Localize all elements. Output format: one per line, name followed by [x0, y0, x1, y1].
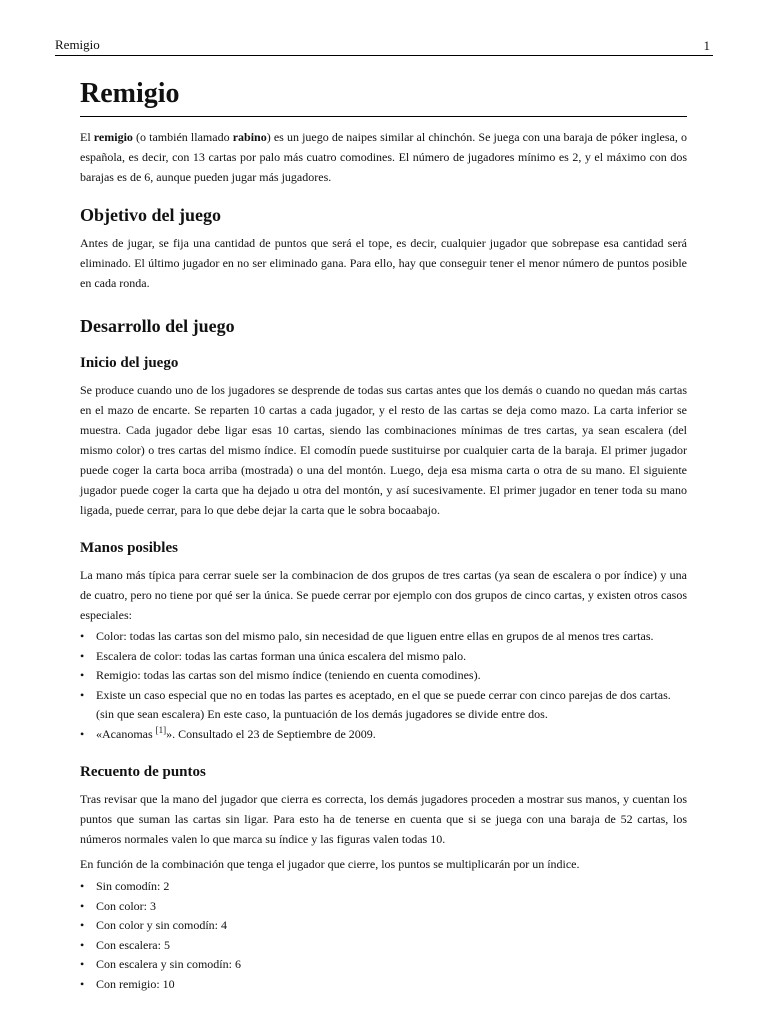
bullet-icon: • — [80, 629, 85, 643]
bullet-icon: • — [80, 937, 85, 952]
citation-reference-link[interactable]: [1] — [155, 724, 167, 735]
list-item-text: Color: todas las cartas son del mismo palo, sin necesidad de que liguen entre ellas en grupos de al menos tres cartas. — [96, 629, 654, 643]
running-title: Remigio — [55, 37, 100, 52]
inicio-paragraph: Se produce cuando uno de los jugadores se desprende de todas sus cartas antes que los demás o cuando no quedan más cartas en el mazo de encarte. Se reparten 10 cartas a cada jugador, y el resto de las cartas se deja como mazo. La carta inferior se muestra. Cada jugador debe ligar esas 10 cartas, siendo las combinaciones mínimas de tres cartas, ya sean escalera (del mismo color) o tres cartas del mismo índice. El comodín puede sustituirse por cualquier carta de la baraja. El primer jugador puede coger la carta boca arriba (mostrada) o una del montón. Luego, deja esa misma carta o otra de su mano. El siguiente jugador puede coger la carta que ha dejado u otra del montón, y así sucesivamente. El primer jugador en tener toda su mano ligada, puede cerrar, para lo que debe dejar la carta que le sobra bocaabajo. — [80, 383, 687, 517]
running-header — [55, 37, 713, 56]
recuento-paragraph-1: Tras revisar que la mano del jugador que cierra es correcta, los demás jugadores proceden a mostrar sus manos, y cuentan los puntos que suman las cartas sin ligar. Para esto ha de tenerse en cuenta que si se juega con una baraja de 52 cartas, los números normales valen lo que marca su índice y las figuras valen todas 10. — [80, 792, 687, 846]
bullet-icon: • — [80, 957, 85, 971]
intro-text-3: ) es un juego de naipes similar al chinchón. Se juega con una baraja de póker inglesa, o española, es decir, con 13 cartas por palo más cuatro comodines. El número de jugadores mínimo es 2, y el máximo con dos barajas es de 6, aunque pueden jugar más jugadores. — [80, 130, 687, 184]
recuento-paragraph-2: En función de la combinación que tenga el jugador que cierre, los puntos se multiplicarán por un índice. — [80, 857, 580, 871]
manos-list — [80, 627, 687, 744]
heading-desarrollo: Desarrollo del juego — [80, 316, 235, 336]
list-item — [80, 627, 687, 647]
heading-inicio: Inicio del juego — [80, 355, 179, 371]
list-item — [80, 975, 687, 995]
list-item-text: Remigio: todas las cartas son del mismo índice (teniendo en cuenta comodines). — [96, 668, 481, 682]
objetivo-paragraph: Antes de jugar, se fija una cantidad de puntos que será el tope, es decir, cualquier jugador que sobrepase esa cantidad será eliminado. El último jugador en no ser eliminado gana. Para ello, hay que conseguir tener el menor número de puntos posible en cada ronda. — [80, 236, 687, 290]
list-item-text: Con escalera: 5 — [96, 937, 170, 952]
bullet-icon: • — [80, 726, 85, 741]
bullet-icon: • — [80, 976, 85, 991]
bullet-icon: • — [80, 668, 85, 682]
list-item — [80, 877, 687, 897]
page-number: 1 — [703, 38, 710, 53]
bullet-icon: • — [80, 879, 85, 893]
heading-objetivo: Objetivo del juego — [80, 205, 221, 225]
list-item — [80, 936, 687, 956]
list-item — [80, 897, 687, 917]
recuento-list — [80, 877, 687, 994]
citation-text-after: ». Consultado el 23 de Septiembre de 2009. — [166, 726, 376, 741]
list-item-text: Sin comodín: 2 — [96, 879, 170, 893]
list-item — [80, 916, 687, 936]
list-item-text: Con color: 3 — [96, 898, 156, 913]
intro-bold-rabino: rabino — [232, 130, 267, 144]
intro-bold-remigio: remigio — [93, 130, 133, 144]
list-item — [80, 955, 687, 975]
list-item-text: Con escalera y sin comodín: 6 — [96, 957, 241, 971]
intro-paragraph — [80, 127, 687, 187]
list-item-text: Existe un caso especial que no en todas las partes es aceptado, en el que se puede cerrar con cinco parejas de dos cartas. (sin que sean escalera) En este caso, la puntuación de los demás jugadores se divide entre dos. — [96, 687, 671, 721]
heading-manos: Manos posibles — [80, 540, 178, 556]
heading-recuento: Recuento de puntos — [80, 764, 206, 780]
citation-text-before: «Acanomas — [96, 726, 156, 741]
manos-paragraph: La mano más típica para cerrar suele ser la combinacion de dos grupos de tres cartas (ya sean de escalera o por índice) y una de cuatro, pero no tiene por qué ser la única. Se puede cerrar por ejemplo con dos grupos de cinco cartas, y existen otros casos especiales: — [80, 568, 687, 622]
intro-text-2: (o también llamado — [132, 130, 233, 144]
list-item-text: Con color y sin comodín: 4 — [96, 918, 227, 932]
bullet-icon: • — [80, 918, 85, 932]
bullet-icon: • — [80, 648, 85, 663]
bullet-icon: • — [80, 687, 85, 702]
article-content — [80, 76, 687, 994]
list-item-text: Con remigio: 10 — [96, 976, 175, 991]
article-title: Remigio — [80, 76, 687, 117]
list-item-text: Escalera de color: todas las cartas forman una única escalera del mismo palo. — [96, 648, 467, 663]
intro-text-1: El — [80, 130, 94, 144]
list-item — [80, 666, 687, 686]
list-item — [80, 647, 687, 667]
citation-item — [80, 725, 687, 745]
list-item — [80, 686, 687, 725]
bullet-icon: • — [80, 898, 85, 913]
